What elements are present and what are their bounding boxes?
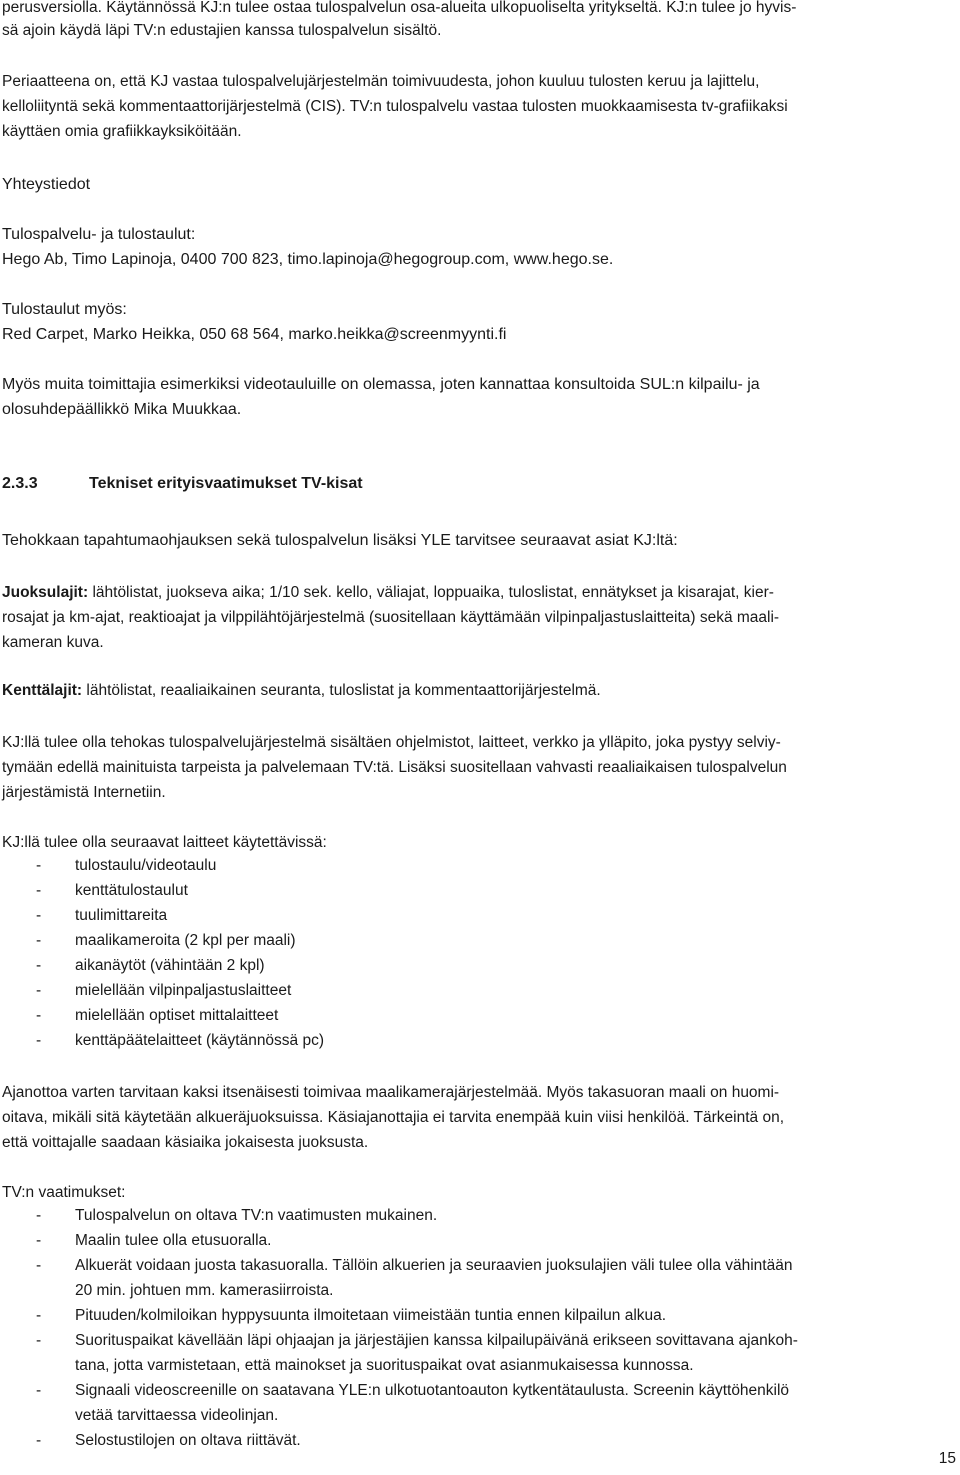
document-page: perusversiolla. Käytännössä KJ:n tulee ostaa tulospalvelun osa-alueita ulkopuoliselta yritykseltä. KJ:n tulee jo hyvis- sä ajoin käydä läpi TV:n edustajien kanssa tulospalvelun sisältö. Periaatteena on, että KJ vastaa tulospalvelujärjestelmän toimivuudesta, johon kuuluu tulosten keruu ja lajittelu, kelloliityntä sekä kommentaattorijärjestelmä (CIS). TV:n tulospalvelu vastaa tulosten muokkaamisesta tv-grafiikaksi käyttäen omia grafiikkayksiköitään. Yhteystiedot Tulospalvelu- ja tulostaulut: Hego Ab, Timo Lapinoja, 0400 700 823, timo.lapinoja@hegogroup.com, www.hego.se. Tulostaulut myös: Red Carpet, Marko Heikka, 050 68 564, marko.heikka@screenmyynti.fi Myös muita toimittajia esimerkiksi videotauluille on olemassa, joten kannattaa konsultoida SUL:n kilpailu- ja olosuhdepäällikkö Mika Muukkaa. 2.3.3 Tekniset erityisvaatimukset TV-kisat Tehokkaan tapahtumaohjauksen sekä tulospalvelun lisäksi YLE tarvitsee seuraavat asiat KJ:ltä: Juoksulajit: lähtölistat, juokseva aika; 1/10 sek. kello, väliajat, loppuaika, tuloslistat, ennätykset ja kisarajat, kier- rosajat ja km-ajat, reaktioajat ja vilppilähtöjärjestelmä (suositellaan käyttämään vilpinpaljastuslaitteita) sekä maali- kameran kuva. Kenttälajit: lähtölistat, reaaliaikainen seuranta, tuloslistat ja kommentaattorijärjestelmä. KJ:llä tulee olla tehokas tulospalvelujärjestelmä sisältäen ohjelmistot, laitteet, verkko ja ylläpito, joka pystyy selviy- tymään edellä mainituista tarpeista ja palvelemaan TV:tä. Lisäksi suositellaan vahvasti reaaliaikaisen tulospalvelun järjestämistä Internetiin. KJ:llä tulee olla seuraavat laitteet käytettävissä: - tulostaulu/videotaulu - kenttätulostaulut - tuulimittareita - maalikameroita (2 kpl per maali) - aikanäytöt (vähintään 2 kpl) - mielellään vilpinpaljastuslaitteet - mielellään optiset mittalaitteet - kenttäpäätelaitteet (käytännössä pc) Ajanottoa varten tarvitaan kaksi itsenäisesti toimivaa maalikamerajärjestelmää. Myös takasuoran maali on huomi- oitava, mikäli sitä käytetään alkueräjuoksuissa. Käsiajanottajia ei tarvita enempää kuin viisi henkilöä. Tärkeintä on, että voittajalle saadaan käsiaika jokaisesta juoksusta. TV:n vaatimukset: - Tulospalvelun on oltava TV:n vaatimusten mukainen. - Maalin tulee olla etusuoralla. - Alkuerät voidaan juosta takasuoralla. Tällöin alkuerien ja seuraavien juoksulajien väli tulee olla vähintään 20 min. johtuen mm. kamerasiirroista. - Pituuden/kolmiloikan hyppysuunta ilmoitetaan viimeistään tuntia ennen kilpailun alkua. - Suorituspaikat kävellään läpi ohjaajan ja järjestäjien kanssa kilpailupäivänä erikseen sovittavana ajankoh- tana, jotta varmistetaan, että mainokset ja suorituspaikat ovat asianmukaisessa kunnossa. - Signaali videoscreenille on saatavana YLE:n ulkotuotantoauton kytkentätaulusta. Screenin käyttöhenkilö vetää tarvittaessa videolinjan. - Selostustilojen on oltava riittävät. 15 — [0, 0, 960, 1475]
principle-line-3: käyttäen omia grafiikkayksiköitään. — [2, 123, 242, 140]
contacts-note-line-2: olosuhdepäällikkö Mika Muukkaa. — [2, 401, 242, 418]
track-line-1 — [2, 580, 774, 605]
track-line-2: rosajat ja km-ajat, reaktioajat ja vilppilähtöjärjestelmä (suositellaan käyttämään vilpinpaljastuslaitteita) sekä maali- — [2, 609, 780, 626]
field-text: lähtölistat, reaaliaikainen seuranta, tuloslistat ja kommentaattorijärjestelmä. — [82, 682, 601, 699]
system-line-3: järjestämistä Internetiin. — [2, 784, 166, 801]
contacts-label-boards: Tulostaulut myös: — [2, 301, 127, 318]
system-line-1: KJ:llä tulee olla tehokas tulospalvelujärjestelmä sisältäen ohjelmistot, laitteet, verkko ja ylläpito, joka pystyy selviy- — [2, 734, 781, 751]
section-number: 2.3.3 — [2, 475, 38, 492]
system-line-2: tymään edellä mainituista tarpeista ja palvelemaan TV:tä. Lisäksi suositellaan vahvasti reaaliaikaisen tulospalvelun — [2, 759, 787, 776]
contacts-heading: Yhteystiedot — [2, 176, 91, 193]
section-title: Tekniset erityisvaatimukset TV-kisat — [89, 475, 363, 492]
field-label: Kenttälajit: — [2, 682, 83, 699]
contacts-note-line-1: Myös muita toimittajia esimerkiksi videotauluille on olemassa, joten kannattaa konsultoida SUL:n kilpailu- ja — [2, 376, 760, 393]
equipment-heading: KJ:llä tulee olla seuraavat laitteet käytettävissä: — [2, 834, 327, 851]
contacts-value-redcarpet: Red Carpet, Marko Heikka, 050 68 564, marko.heikka@screenmyynti.fi — [2, 326, 507, 343]
field-line — [2, 678, 601, 703]
track-text-1: lähtölistat, juokseva aika; 1/10 sek. kello, väliajat, loppuaika, tuloslistat, ennätykset ja kisarajat, kier- — [88, 584, 774, 601]
track-label: Juoksulajit: — [2, 584, 89, 601]
principle-line-2: kelloliityntä sekä kommentaattorijärjestelmä (CIS). TV:n tulospalvelu vastaa tulosten muokkaamisesta tv-grafiikaksi — [2, 98, 788, 115]
timing-line-2: oitava, mikäli sitä käytetään alkueräjuoksuissa. Käsiajanottajia ei tarvita enempää kuin viisi henkilöä. Tärkeintä on, — [2, 1109, 785, 1126]
timing-line-3: että voittajalle saadaan käsiaika jokaisesta juoksusta. — [2, 1134, 369, 1151]
timing-line-1: Ajanottoa varten tarvitaan kaksi itsenäisesti toimivaa maalikamerajärjestelmää. Myös takasuoran maali on huomi- — [2, 1084, 780, 1101]
page-number: 15 — [938, 1450, 956, 1467]
intro-line-2: sä ajoin käydä läpi TV:n edustajien kanssa tulospalvelun sisältö. — [2, 22, 442, 39]
track-line-3: kameran kuva. — [2, 634, 104, 651]
contacts-label-results: Tulospalvelu- ja tulostaulut: — [2, 226, 196, 243]
section-intro: Tehokkaan tapahtumaohjauksen sekä tulospalvelun lisäksi YLE tarvitsee seuraavat asiat KJ:ltä: — [2, 532, 678, 549]
tv-heading: TV:n vaatimukset: — [2, 1184, 126, 1201]
principle-line-1: Periaatteena on, että KJ vastaa tulospalvelujärjestelmän toimivuudesta, johon kuuluu tulosten keruu ja lajittelu, — [2, 73, 760, 90]
intro-line-1: perusversiolla. Käytännössä KJ:n tulee ostaa tulospalvelun osa-alueita ulkopuoliselta yritykseltä. KJ:n tulee jo hyvis- — [2, 0, 797, 16]
contacts-value-hego: Hego Ab, Timo Lapinoja, 0400 700 823, timo.lapinoja@hegogroup.com, www.hego.se. — [2, 251, 614, 268]
